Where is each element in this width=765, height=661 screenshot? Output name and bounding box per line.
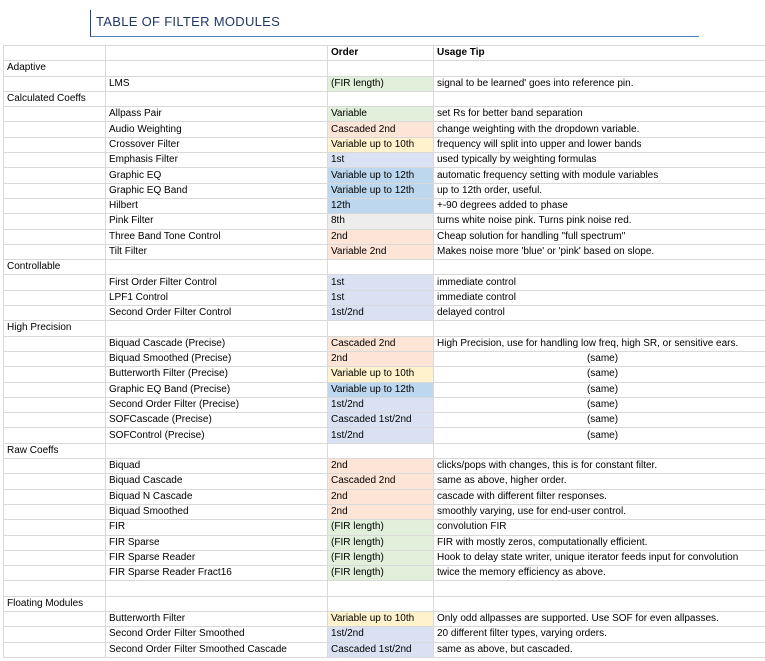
empty-cell — [4, 244, 106, 259]
module-name: Biquad — [106, 459, 328, 474]
empty-cell — [434, 596, 765, 611]
empty-cell — [4, 336, 106, 351]
module-name: SOFControl (Precise) — [106, 428, 328, 443]
empty-cell — [4, 397, 106, 412]
table-row — [4, 642, 765, 657]
empty-cell — [4, 76, 106, 91]
category-row — [4, 61, 765, 76]
table-row — [4, 198, 765, 213]
usage-tip: change weighting with the dropdown variable. — [434, 122, 765, 137]
empty-cell — [4, 642, 106, 657]
usage-tip: frequency will split into upper and lower bands — [434, 137, 765, 152]
empty-cell — [4, 459, 106, 474]
order-cell: 2nd — [328, 459, 434, 474]
empty-cell — [328, 61, 434, 76]
category-row — [4, 596, 765, 611]
table-row — [4, 382, 765, 397]
table-row — [4, 336, 765, 351]
empty-cell — [106, 581, 328, 596]
module-name: Biquad N Cascade — [106, 489, 328, 504]
module-name: Graphic EQ — [106, 168, 328, 183]
empty-cell — [4, 504, 106, 519]
table-row — [4, 229, 765, 244]
order-cell: Variable up to 10th — [328, 611, 434, 626]
usage-tip: cascade with different filter responses. — [434, 489, 765, 504]
module-name: Second Order Filter Control — [106, 306, 328, 321]
table-row — [4, 397, 765, 412]
category-label: Floating Modules — [4, 596, 106, 611]
empty-cell — [4, 275, 106, 290]
empty-cell — [328, 91, 434, 106]
category-label: Raw Coeffs — [4, 443, 106, 458]
usage-tip: signal to be learned' goes into reference pin. — [434, 76, 765, 91]
order-cell: Variable up to 10th — [328, 137, 434, 152]
usage-tip: up to 12th order, useful. — [434, 183, 765, 198]
order-cell: 1st — [328, 153, 434, 168]
table-row — [4, 183, 765, 198]
module-name: Audio Weighting — [106, 122, 328, 137]
module-name: FIR Sparse Reader — [106, 550, 328, 565]
order-cell: Variable up to 12th — [328, 183, 434, 198]
order-cell: Cascaded 1st/2nd — [328, 413, 434, 428]
usage-tip: used typically by weighting formulas — [434, 153, 765, 168]
module-name: Emphasis Filter — [106, 153, 328, 168]
order-cell: Variable 2nd — [328, 244, 434, 259]
usage-tip: +-90 degrees added to phase — [434, 198, 765, 213]
category-row — [4, 260, 765, 275]
empty-cell — [4, 198, 106, 213]
usage-tip: (same) — [434, 382, 765, 397]
empty-cell — [4, 290, 106, 305]
module-name: Second Order Filter Smoothed — [106, 627, 328, 642]
usage-tip: clicks/pops with changes, this is for constant filter. — [434, 459, 765, 474]
empty-cell — [4, 122, 106, 137]
table-row — [4, 244, 765, 259]
filter-modules-table — [3, 45, 765, 658]
empty-cell — [434, 61, 765, 76]
usage-tip: FIR with mostly zeros, computationally efficient. — [434, 535, 765, 550]
order-cell: 1st/2nd — [328, 428, 434, 443]
empty-cell — [106, 260, 328, 275]
module-name: Butterworth Filter — [106, 611, 328, 626]
empty-cell — [328, 443, 434, 458]
empty-cell — [4, 627, 106, 642]
order-cell: 1st/2nd — [328, 397, 434, 412]
empty-cell — [328, 581, 434, 596]
usage-tip: turns white noise pink. Turns pink noise red. — [434, 214, 765, 229]
module-name: LMS — [106, 76, 328, 91]
module-name: Allpass Pair — [106, 107, 328, 122]
module-name: Pink Filter — [106, 214, 328, 229]
module-name: Biquad Cascade — [106, 474, 328, 489]
module-name: Three Band Tone Control — [106, 229, 328, 244]
empty-cell — [4, 474, 106, 489]
order-cell: 2nd — [328, 229, 434, 244]
table-row — [4, 474, 765, 489]
table-row — [4, 459, 765, 474]
empty-cell — [4, 535, 106, 550]
module-name: Second Order Filter (Precise) — [106, 397, 328, 412]
empty-cell — [106, 443, 328, 458]
order-cell: 2nd — [328, 504, 434, 519]
module-name: Tilt Filter — [106, 244, 328, 259]
empty-cell — [4, 351, 106, 366]
header-cell-blank — [4, 46, 106, 61]
order-cell: Variable up to 10th — [328, 367, 434, 382]
table-row — [4, 367, 765, 382]
module-name: FIR Sparse Reader Fract16 — [106, 566, 328, 581]
table-row — [4, 76, 765, 91]
empty-cell — [106, 61, 328, 76]
order-cell: Variable — [328, 107, 434, 122]
empty-cell — [4, 581, 106, 596]
usage-tip: (same) — [434, 397, 765, 412]
table-row — [4, 504, 765, 519]
empty-cell — [4, 382, 106, 397]
empty-cell — [4, 168, 106, 183]
usage-tip: same as above, but cascaded. — [434, 642, 765, 657]
table-row — [4, 535, 765, 550]
table-row — [4, 489, 765, 504]
module-name: Biquad Smoothed (Precise) — [106, 351, 328, 366]
order-cell: Cascaded 2nd — [328, 474, 434, 489]
empty-cell — [434, 321, 765, 336]
category-label: Adaptive — [4, 61, 106, 76]
table-row — [4, 290, 765, 305]
empty-cell — [434, 91, 765, 106]
module-name: Biquad Smoothed — [106, 504, 328, 519]
usage-tip: (same) — [434, 413, 765, 428]
order-cell: (FIR length) — [328, 520, 434, 535]
module-name: LPF1 Control — [106, 290, 328, 305]
empty-cell — [4, 413, 106, 428]
empty-cell — [328, 596, 434, 611]
table-row — [4, 627, 765, 642]
empty-cell — [4, 107, 106, 122]
order-cell: Variable up to 12th — [328, 382, 434, 397]
order-cell: (FIR length) — [328, 535, 434, 550]
empty-cell — [106, 91, 328, 106]
empty-cell — [328, 260, 434, 275]
empty-cell — [4, 137, 106, 152]
empty-cell — [434, 443, 765, 458]
usage-tip: delayed control — [434, 306, 765, 321]
order-cell: 1st — [328, 290, 434, 305]
usage-tip: automatic frequency setting with module variables — [434, 168, 765, 183]
empty-cell — [4, 428, 106, 443]
usage-tip: High Precision, use for handling low freq, high SR, or sensitive ears. — [434, 336, 765, 351]
category-label: High Precision — [4, 321, 106, 336]
empty-cell — [4, 229, 106, 244]
module-name: Second Order Filter Smoothed Cascade — [106, 642, 328, 657]
module-name: First Order Filter Control — [106, 275, 328, 290]
empty-cell — [106, 596, 328, 611]
order-cell: (FIR length) — [328, 550, 434, 565]
module-name: Graphic EQ Band — [106, 183, 328, 198]
table-row — [4, 122, 765, 137]
module-name: SOFCascade (Precise) — [106, 413, 328, 428]
table-row — [4, 520, 765, 535]
usage-tip: same as above, higher order. — [434, 474, 765, 489]
empty-cell — [4, 520, 106, 535]
empty-cell — [434, 260, 765, 275]
usage-tip: 20 different filter types, varying orders. — [434, 627, 765, 642]
usage-tip: twice the memory efficiency as above. — [434, 566, 765, 581]
header-order: Order — [328, 46, 434, 61]
order-cell: 2nd — [328, 489, 434, 504]
order-cell: 12th — [328, 198, 434, 213]
table-row — [4, 351, 765, 366]
category-label: Controllable — [4, 260, 106, 275]
usage-tip: Makes noise more 'blue' or 'pink' based on slope. — [434, 244, 765, 259]
empty-cell — [106, 321, 328, 336]
table-row — [4, 168, 765, 183]
table-body — [4, 46, 765, 658]
page-title: TABLE OF FILTER MODULES — [96, 14, 281, 29]
table-row — [4, 428, 765, 443]
empty-cell — [4, 550, 106, 565]
empty-cell — [4, 214, 106, 229]
usage-tip: convolution FIR — [434, 520, 765, 535]
category-row — [4, 91, 765, 106]
order-cell: Variable up to 12th — [328, 168, 434, 183]
empty-cell — [4, 306, 106, 321]
usage-tip: Only odd allpasses are supported. Use SOF for even allpasses. — [434, 611, 765, 626]
empty-cell — [328, 321, 434, 336]
table-row — [4, 107, 765, 122]
table-row — [4, 566, 765, 581]
usage-tip: (same) — [434, 367, 765, 382]
category-row — [4, 321, 765, 336]
order-cell: 1st — [328, 275, 434, 290]
table-row — [4, 611, 765, 626]
table-row — [4, 214, 765, 229]
table-row — [4, 550, 765, 565]
empty-cell — [434, 581, 765, 596]
category-label: Calculated Coeffs — [4, 91, 106, 106]
table-row — [4, 153, 765, 168]
blank-row — [4, 581, 765, 596]
usage-tip: immediate control — [434, 275, 765, 290]
empty-cell — [4, 153, 106, 168]
usage-tip: (same) — [434, 351, 765, 366]
order-cell: 1st/2nd — [328, 627, 434, 642]
table-row — [4, 306, 765, 321]
usage-tip: Cheap solution for handling "full spectrum" — [434, 229, 765, 244]
module-name: FIR — [106, 520, 328, 535]
usage-tip: Hook to delay state writer, unique iterator feeds input for convolution — [434, 550, 765, 565]
order-cell: Cascaded 2nd — [328, 122, 434, 137]
order-cell: 2nd — [328, 351, 434, 366]
empty-cell — [4, 611, 106, 626]
header-usage-tip: Usage Tip — [434, 46, 765, 61]
empty-cell — [4, 489, 106, 504]
title-frame — [90, 10, 699, 37]
module-name: Butterworth Filter (Precise) — [106, 367, 328, 382]
usage-tip: smoothly varying, use for end-user control. — [434, 504, 765, 519]
empty-cell — [4, 183, 106, 198]
usage-tip: set Rs for better band separation — [434, 107, 765, 122]
usage-tip: immediate control — [434, 290, 765, 305]
usage-tip: (same) — [434, 428, 765, 443]
order-cell: Cascaded 2nd — [328, 336, 434, 351]
order-cell: 8th — [328, 214, 434, 229]
order-cell: Cascaded 1st/2nd — [328, 642, 434, 657]
order-cell: (FIR length) — [328, 566, 434, 581]
module-name: Hilbert — [106, 198, 328, 213]
module-name: FIR Sparse — [106, 535, 328, 550]
category-row — [4, 443, 765, 458]
module-name: Graphic EQ Band (Precise) — [106, 382, 328, 397]
table-row — [4, 137, 765, 152]
order-cell: 1st/2nd — [328, 306, 434, 321]
order-cell: (FIR length) — [328, 76, 434, 91]
empty-cell — [4, 566, 106, 581]
header-row — [4, 46, 765, 61]
empty-cell — [4, 367, 106, 382]
header-cell-blank — [106, 46, 328, 61]
table-row — [4, 413, 765, 428]
table-row — [4, 275, 765, 290]
module-name: Biquad Cascade (Precise) — [106, 336, 328, 351]
module-name: Crossover Filter — [106, 137, 328, 152]
